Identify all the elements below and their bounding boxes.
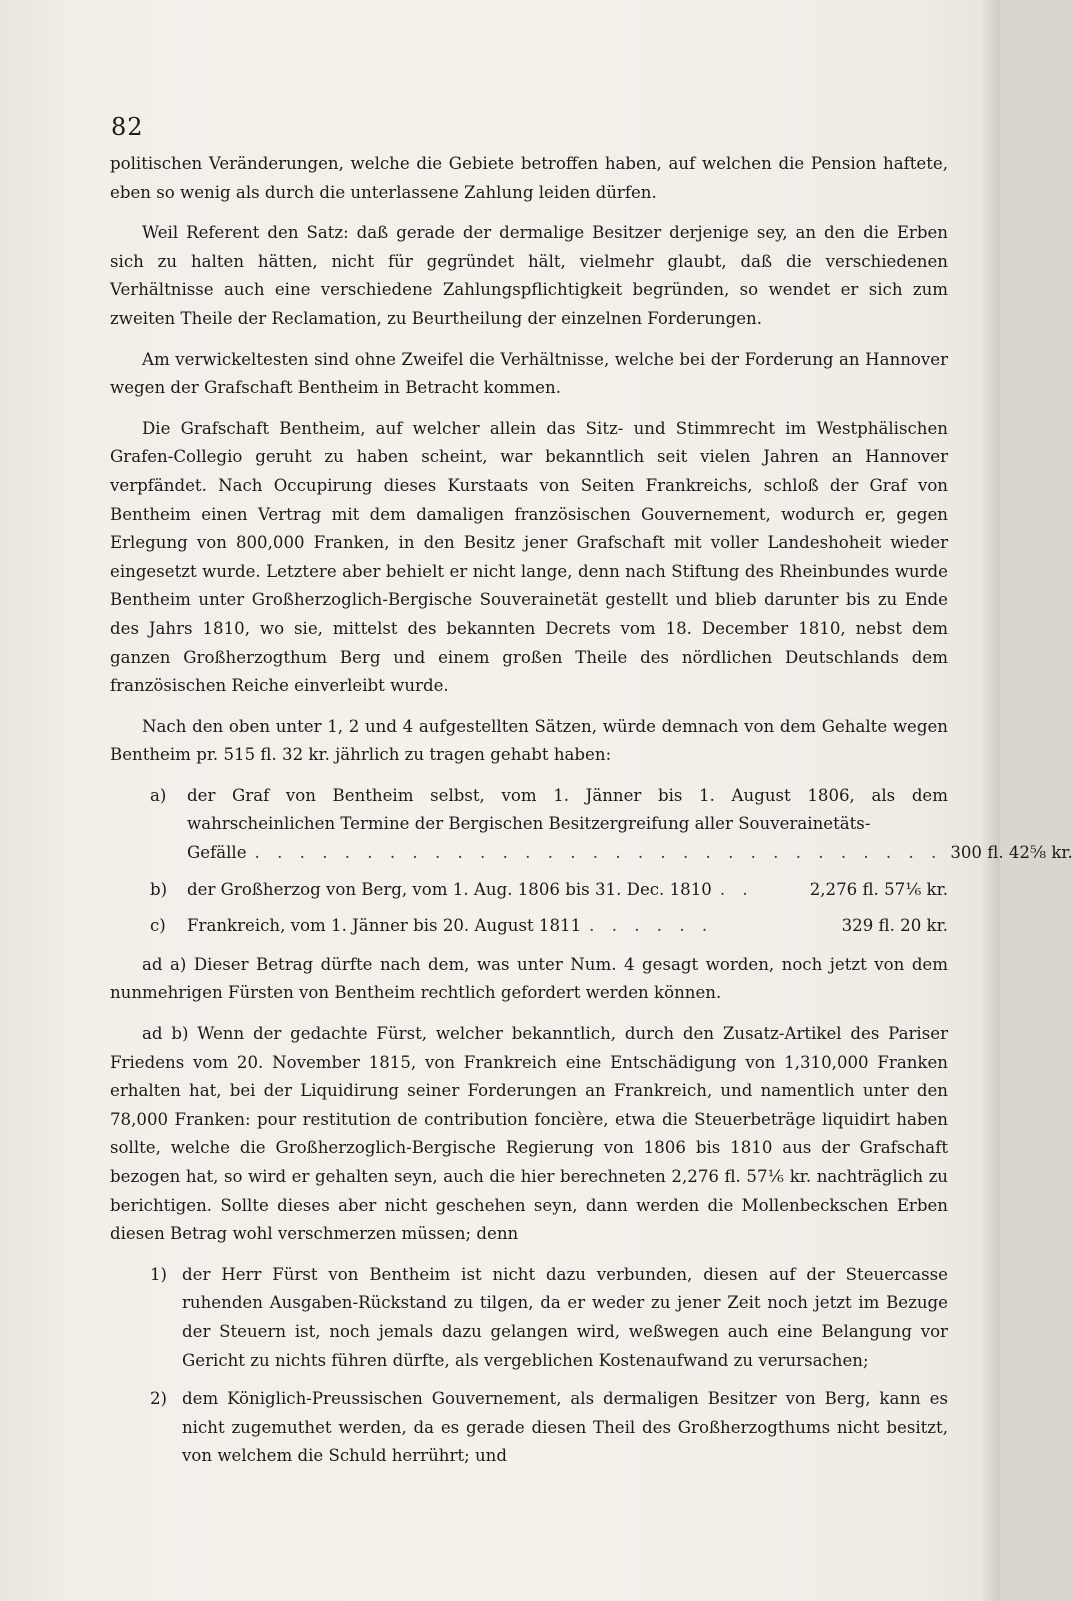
reason-text: dem Königlich-Preussischen Gouvernement, als dermaligen Besitzer von Berg, kann es nicht zugemuthet werden, da es gerade diesen Theil des Großherzogthums nicht besitzt, von welchem die Schuld herrührt; und xyxy=(182,1389,948,1466)
payment-label: a) xyxy=(150,785,167,805)
payment-text-tail: Gefälle xyxy=(187,843,247,863)
payment-label: c) xyxy=(150,916,166,936)
paragraph-bentheim-history: Die Grafschaft Bentheim, auf welcher allein das Sitz- und Stimmrecht im Westphälischen Grafen-Collegio geruht zu haben scheint, war bekanntlich seit vielen Jahren an Hannover verpfändet. Nach Occupirung dieses Kurstaats von Seiten Frankreichs, schloß der Graf von Bentheim einen Vertrag mit dem damaligen französischen Gouvernement, wodurch er, gegen Erlegung von 800,000 Franken, in den Besitz jener Grafschaft mit voller Landeshoheit wieder eingesetzt wurde. Letztere aber behielt er nicht lange, denn nach Stiftung des Rheinbundes wurde Bentheim unter Großherzoglich-Bergische Souverainetät gestellt und blieb darunter bis zu Ende des Jahrs 1810, wo sie, mittelst des bekannten Decrets vom 18. December 1810, nebst dem ganzen Großherzogthum Berg und einem großen Theile des nördlichen Deutschlands dem französischen Reiche einverleibt wurde. xyxy=(110,418,948,696)
paragraph-continuation: politischen Veränderungen, welche die Gebiete betroffen haben, auf welchen die Pension haftete, eben so wenig als durch die unterlassene Zahlung leiden dürfen. xyxy=(110,154,948,202)
reason-text: der Herr Fürst von Bentheim ist nicht dazu verbunden, diesen auf der Steuercasse ruhenden Ausgaben-Rückstand zu tilgen, da er weder zu jener Zeit noch jetzt im Bezuge der Steuern ist, noch jemals dazu gelangen wird, weßwegen auch eine Belangung vor Gericht zu nichts führen dürfte, als vergeblichen Kostenaufwand zu verursachen; xyxy=(182,1264,948,1370)
payment-amount: 300 fl. 42⅝ kr. xyxy=(950,843,1073,863)
payment-item-a xyxy=(110,782,1073,868)
dot-leader: . . . . . . xyxy=(589,916,714,936)
reason-item-2 xyxy=(110,1385,948,1471)
ad-text: Wenn der gedachte Fürst, welcher bekanntlich, durch den Zusatz-Artikel des Pariser Friedens vom 20. November 1815, von Frankreich eine Entschädigung von 1,310,000 Franken erhalten hat, bei der Liquidirung seiner Forderungen an Frankreich, und namentlich unter den 78,000 Franken: pour restitution de contribution foncière, etwa die Steuerbeträge liquidirt haben sollte, welche die Großherzoglich-Bergische Regierung von 1806 bis 1810 aus der Grafschaft bezogen hat, so wird er gehalten seyn, auch die hier berechneten 2,276 fl. 57⅙ kr. nachträglich zu berichtigen. Sollte dieses aber nicht geschehen seyn, dann werden die Mollenbeckschen Erben diesen Betrag wohl verschmerzen müssen; denn xyxy=(110,1024,948,1244)
dot-leader: . . xyxy=(719,879,754,899)
paragraph-ad-b xyxy=(110,1020,948,1249)
payment-amount-row xyxy=(187,912,948,941)
payment-text-tail: Frankreich, vom 1. Jänner bis 20. August 1811 xyxy=(187,916,582,936)
payment-item-c xyxy=(110,912,948,941)
ad-label: ad a) xyxy=(142,954,187,974)
dot-leader: . . . . . . . . . . . . . . . . . . . . . . . . . . . . . . . xyxy=(254,843,943,863)
payment-item-b xyxy=(110,876,948,905)
reason-item-1 xyxy=(110,1261,948,1375)
paragraph-ad-a xyxy=(110,951,948,1008)
payment-amount: 2,276 fl. 57⅙ kr. xyxy=(809,879,948,899)
page-number: 82 xyxy=(111,113,144,141)
payment-list xyxy=(110,782,1073,941)
payment-amount: 329 fl. 20 kr. xyxy=(841,916,948,936)
paragraph-payment-intro: Nach den oben unter 1, 2 und 4 aufgestellten Sätzen, würde demnach von dem Gehalte wegen Bentheim pr. 515 fl. 32 kr. jährlich zu tragen gehabt haben: xyxy=(110,716,948,765)
paragraph-hannover: Am verwickeltesten sind ohne Zweifel die Verhältnisse, welche bei der Forderung an Hannover wegen der Grafschaft Bentheim in Betracht kommen. xyxy=(110,349,948,398)
payment-amount-row xyxy=(187,876,948,905)
payment-text-tail: der Großherzog von Berg, vom 1. Aug. 1806 bis 31. Dec. 1810 xyxy=(187,879,712,899)
reason-label: 1) xyxy=(150,1264,168,1284)
ad-text: Dieser Betrag dürfte nach dem, was unter Num. 4 gesagt worden, noch jetzt von dem nunmehrigen Fürsten von Bentheim rechtlich gefordert werden können. xyxy=(110,954,948,1003)
page-body xyxy=(110,150,1073,1481)
payment-label: b) xyxy=(150,879,168,899)
payment-amount-row xyxy=(187,839,1073,868)
reason-label: 2) xyxy=(150,1389,168,1409)
ad-label: ad b) xyxy=(142,1024,189,1044)
page-edge-shadow xyxy=(978,0,1000,1601)
payment-text: der Graf von Bentheim selbst, vom 1. Jänner bis 1. August 1806, als dem wahrscheinlichen Termine der Bergischen Besitzergreifung aller Souverainetäts- xyxy=(187,785,948,834)
paragraph-referent: Weil Referent den Satz: daß gerade der dermalige Besitzer derjenige sey, an den die Erben sich zu halten hätten, nicht für gegründet hält, vielmehr glaubt, daß die verschiedenen Verhältnisse auch eine verschiedene Zahlungspflichtigkeit begründen, so wendet er sich zum zweiten Theile der Reclamation, zu Beurtheilung der einzelnen Forderungen. xyxy=(110,223,948,328)
reason-list xyxy=(110,1261,948,1471)
